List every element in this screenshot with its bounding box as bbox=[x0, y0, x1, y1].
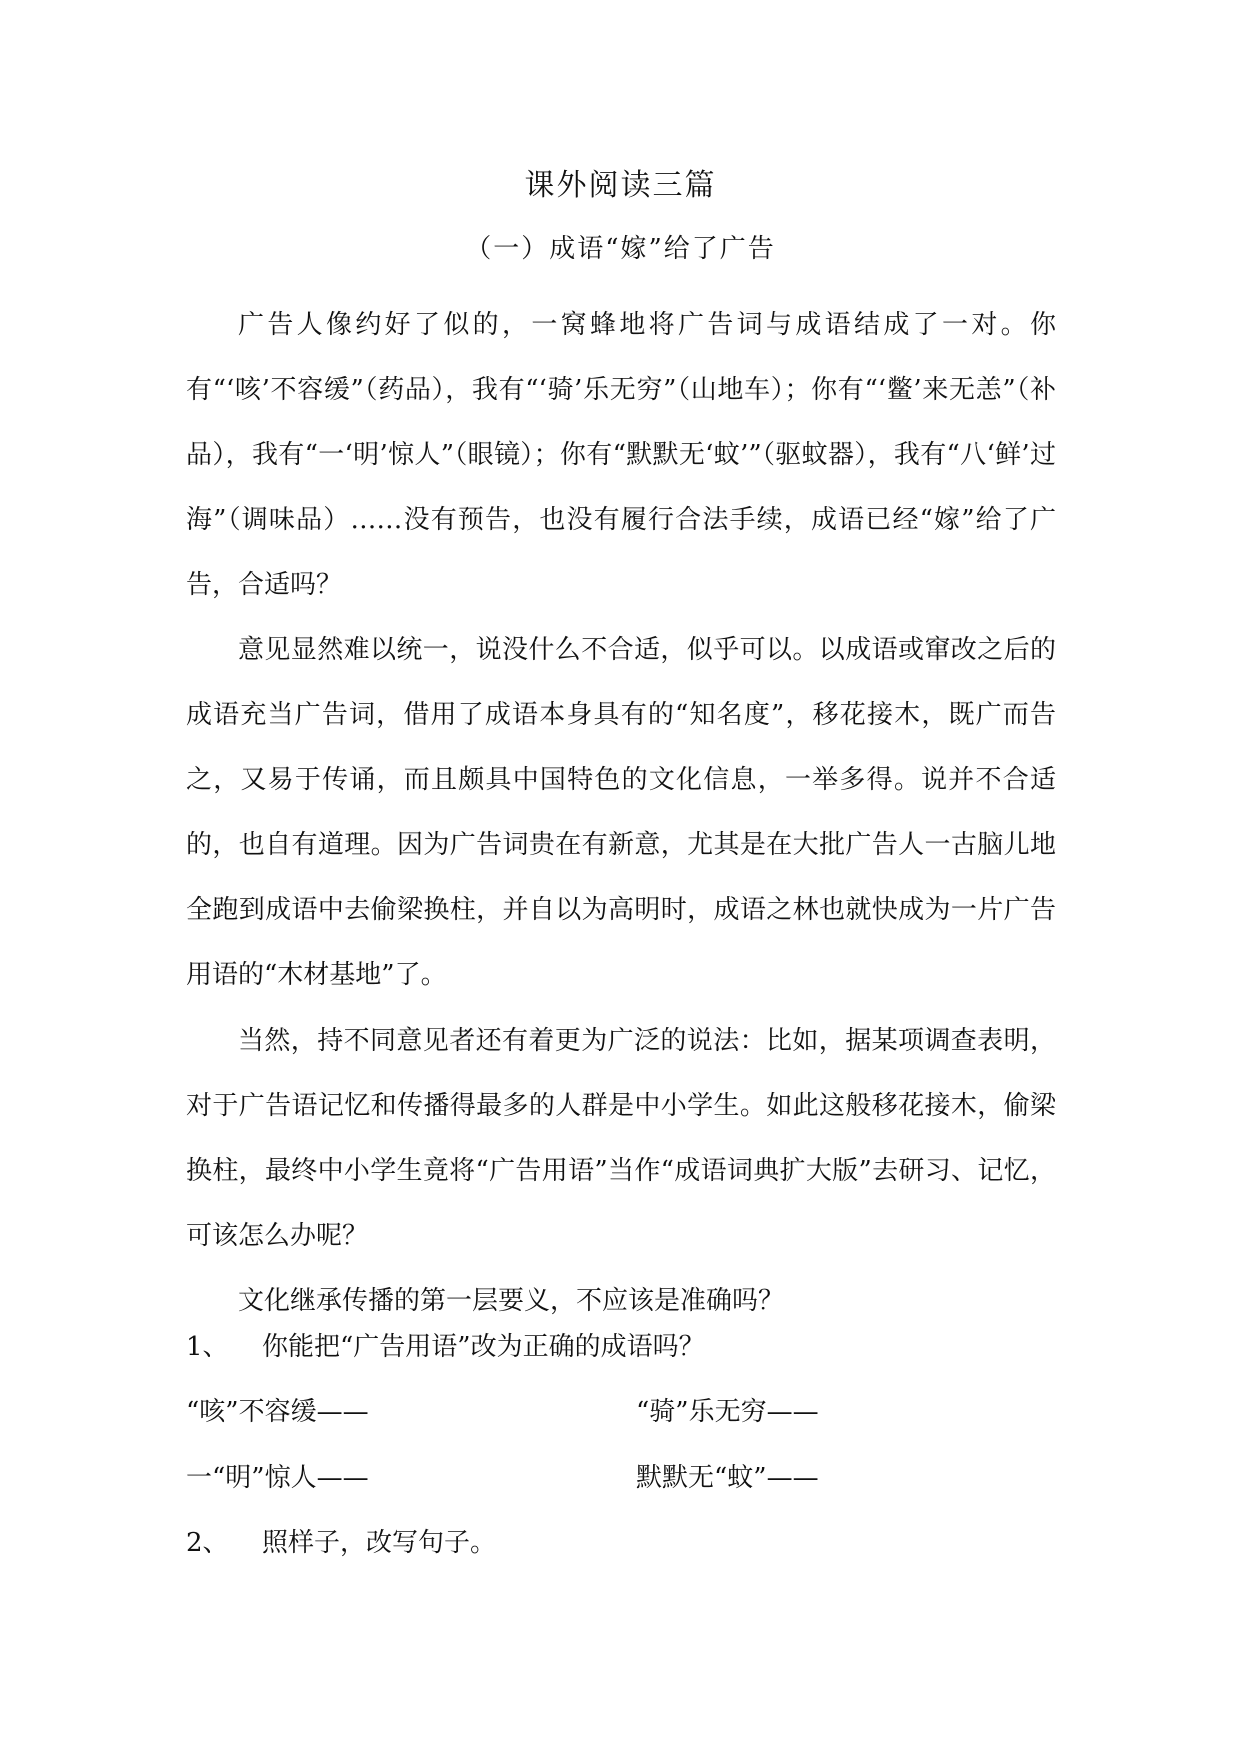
paragraph-3 bbox=[186, 1009, 1056, 1269]
document-title: 课外阅读三篇 bbox=[524, 168, 717, 203]
exercise-item: 一“明”惊人—— bbox=[186, 1463, 369, 1493]
paragraph-text: 广告人像约好了似的，一窝蜂地将广告词与成语结成了一对。你有“‘咳’不容缓”（药品），我有“‘骑’乐无穷”（山地车）；你有“‘鳖’来无恙”（补品），我有“一‘明’惊人”（眼镜）；你有“默默无‘蚊’”（驱蚊器），我有“八‘鲜’过海”（调味品）……没有预告，也没有履行合法手续，成语已经“嫁”给了广告，合适吗？ bbox=[186, 310, 1056, 600]
question-number: 1、 bbox=[186, 1332, 229, 1362]
exercise-item: “骑”乐无穷—— bbox=[636, 1397, 819, 1427]
paragraph-4 bbox=[186, 1269, 1056, 1334]
question-1 bbox=[186, 1327, 705, 1367]
section-subtitle: （一）成语“嫁”给了广告 bbox=[465, 234, 776, 264]
paragraph-text: 文化继承传播的第一层要义，不应该是准确吗？ bbox=[238, 1286, 785, 1316]
question-text: 照样子，改写句子。 bbox=[262, 1528, 497, 1558]
exercise-item: “咳”不容缓—— bbox=[186, 1397, 369, 1427]
paragraph-2 bbox=[186, 618, 1056, 1008]
paragraph-text: 意见显然难以统一，说没什么不合适，似乎可以。以成语或窜改之后的成语充当广告词，借用了成语本身具有的“知名度”，移花接木，既广而告之，又易于传诵，而且颇具中国特色的文化信息，一举多得。说并不合适的，也自有道理。因为广告词贵在有新意，尤其是在大批广告人一古脑儿地全跑到成语中去偷梁换柱，并自以为高明时，成语之林也就快成为一片广告用语的“木材基地”了。 bbox=[186, 635, 1056, 990]
question-number: 2、 bbox=[186, 1528, 229, 1558]
question-text: 你能把“广告用语”改为正确的成语吗？ bbox=[262, 1332, 705, 1362]
exercise-item: 默默无“蚊”—— bbox=[636, 1463, 819, 1493]
question-2 bbox=[186, 1523, 496, 1563]
paragraph-1 bbox=[186, 293, 1056, 618]
paragraph-text: 当然，持不同意见者还有着更为广泛的说法：比如，据某项调查表明，对于广告语记忆和传播得最多的人群是中小学生。如此这般移花接木，偷梁换柱，最终中小学生竟将“广告用语”当作“成语词典扩大版”去研习、记忆，可该怎么办呢？ bbox=[186, 1026, 1056, 1251]
